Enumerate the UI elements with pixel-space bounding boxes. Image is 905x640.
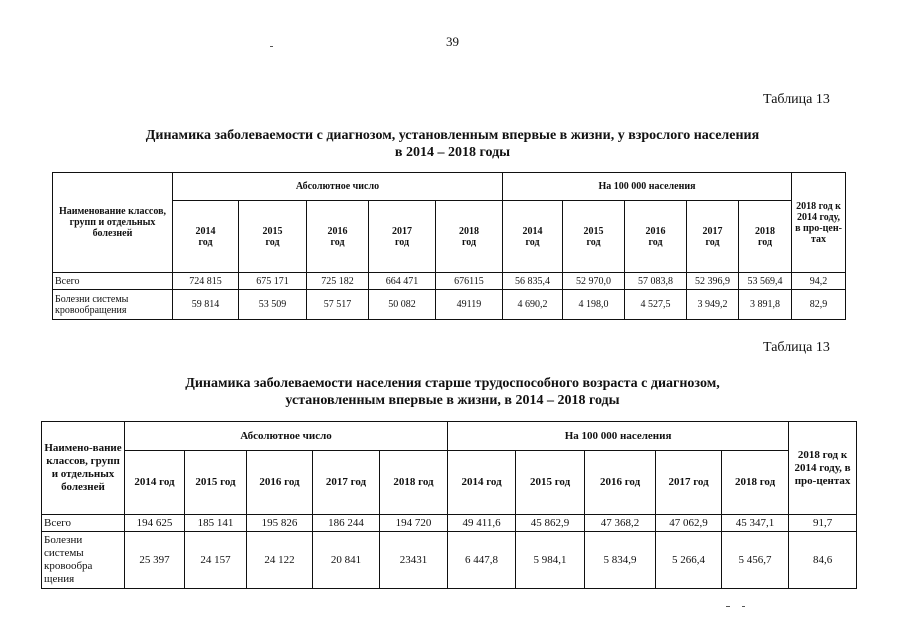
table-title — [60, 375, 845, 409]
year-unit: год — [757, 236, 773, 248]
table-row — [53, 290, 846, 320]
table-cell: 725 182 — [307, 273, 369, 290]
table-cell: 24 157 — [185, 532, 247, 589]
table-cell: 664 471 — [369, 273, 436, 290]
year-label: 2016 — [645, 225, 666, 237]
column-header-percent: 2018 год к 2014 году, в про-цен-тах — [792, 173, 846, 273]
table-cell: 25 397 — [125, 532, 185, 589]
table-title-line: установленным впервые в жизни, в 2014 – 2018 годы — [285, 393, 620, 408]
table-cell: 5 984,1 — [516, 532, 585, 589]
column-header-year: 2016 год — [585, 451, 656, 515]
column-header-year: 2017 год — [313, 451, 380, 515]
table-cell: 20 841 — [313, 532, 380, 589]
column-header-year — [436, 201, 503, 273]
table-cell: 3 949,2 — [687, 290, 739, 320]
year-label: 2018 — [459, 225, 479, 237]
table-cell: 45 862,9 — [516, 515, 585, 532]
table-cell: 94,2 — [792, 273, 846, 290]
year-label: 2017 — [392, 225, 412, 237]
year-label: 2015 — [262, 225, 283, 237]
table-cell: 52 970,0 — [563, 273, 625, 290]
row-label: Болезни системы кровообращения — [53, 290, 173, 320]
column-header-year: 2017 год — [656, 451, 722, 515]
table-row — [53, 273, 846, 290]
column-header-percent: 2018 год к 2014 году, в про-центах — [789, 422, 857, 515]
column-header-year — [239, 201, 307, 273]
year-label: 2017 — [702, 225, 723, 237]
column-header-year — [503, 201, 563, 273]
year-label: 2015 — [583, 225, 604, 237]
scan-mark — [270, 46, 273, 47]
column-group-per-100k: На 100 000 населения — [448, 422, 789, 451]
table-cell: 45 347,1 — [722, 515, 789, 532]
column-header-name: Наименование классов, групп и отдельных болезней — [53, 173, 173, 273]
table-cell: 49 411,6 — [448, 515, 516, 532]
year-unit: год — [461, 236, 477, 248]
table-cell: 53 509 — [239, 290, 307, 320]
column-header-year: 2016 год — [247, 451, 313, 515]
table-cell: 194 720 — [380, 515, 448, 532]
scan-mark — [742, 606, 745, 607]
table-cell: 47 368,2 — [585, 515, 656, 532]
table-cell: 57 083,8 — [625, 273, 687, 290]
column-header-year — [307, 201, 369, 273]
table-cell: 5 266,4 — [656, 532, 722, 589]
table-cell: 4 527,5 — [625, 290, 687, 320]
column-group-absolute: Абсолютное число — [125, 422, 448, 451]
column-header-year: 2018 год — [722, 451, 789, 515]
table-cell: 50 082 — [369, 290, 436, 320]
table-cell: 5 834,9 — [585, 532, 656, 589]
year-label: 2018 — [755, 225, 775, 237]
table-cell: 47 062,9 — [656, 515, 722, 532]
table-cell: 52 396,9 — [687, 273, 739, 290]
column-header-year — [739, 201, 792, 273]
table-cell: 724 815 — [173, 273, 239, 290]
column-header-year: 2014 год — [448, 451, 516, 515]
table-cell: 5 456,7 — [722, 532, 789, 589]
table-title-line: Динамика заболеваемости населения старше трудоспособного возраста с диагнозом, — [185, 376, 720, 391]
year-label: 2016 — [327, 225, 348, 237]
table-cell: 194 625 — [125, 515, 185, 532]
row-label: Всего — [42, 515, 125, 532]
column-group-per-100k: На 100 000 населения — [503, 173, 792, 201]
column-header-year: 2014 год — [125, 451, 185, 515]
year-unit: год — [705, 236, 720, 248]
morbidity-table-elderly — [41, 421, 857, 589]
table-cell: 24 122 — [247, 532, 313, 589]
table-cell: 675 171 — [239, 273, 307, 290]
column-header-year — [369, 201, 436, 273]
table-cell: 23431 — [380, 532, 448, 589]
table-cell: 53 569,4 — [739, 273, 792, 290]
table-cell: 6 447,8 — [448, 532, 516, 589]
table-cell: 59 814 — [173, 290, 239, 320]
column-header-year — [687, 201, 739, 273]
table-row — [42, 515, 857, 532]
column-header-year: 2015 год — [185, 451, 247, 515]
table-title-line: в 2014 – 2018 годы — [394, 145, 511, 160]
table-cell: 4 198,0 — [563, 290, 625, 320]
year-unit: год — [648, 236, 663, 248]
table-title — [60, 127, 845, 161]
scan-mark — [726, 606, 730, 607]
year-unit: год — [330, 236, 345, 248]
page-number: 39 — [446, 34, 459, 49]
year-label: 2014 — [195, 225, 216, 237]
morbidity-table-adults — [52, 172, 846, 320]
table-cell: 3 891,8 — [739, 290, 792, 320]
year-unit: год — [265, 236, 280, 248]
table-cell: 49119 — [436, 290, 503, 320]
table-cell: 82,9 — [792, 290, 846, 320]
row-label: Болезни системы кровообра щения — [42, 532, 125, 589]
column-header-year — [625, 201, 687, 273]
table-cell: 4 690,2 — [503, 290, 563, 320]
year-unit: год — [525, 236, 540, 248]
table-cell: 84,6 — [789, 532, 857, 589]
table-cell: 185 141 — [185, 515, 247, 532]
column-header-year — [173, 201, 239, 273]
table-caption: Таблица 13 — [763, 92, 830, 107]
table-cell: 186 244 — [313, 515, 380, 532]
year-unit: год — [198, 236, 213, 248]
column-header-year — [563, 201, 625, 273]
table-title-line: Динамика заболеваемости с диагнозом, установленным впервые в жизни, у взрослого населения — [145, 128, 760, 143]
table-caption: Таблица 13 — [763, 340, 830, 355]
column-header-year: 2015 год — [516, 451, 585, 515]
table-cell: 56 835,4 — [503, 273, 563, 290]
table-row — [42, 532, 857, 589]
table-cell: 195 826 — [247, 515, 313, 532]
table-cell: 91,7 — [789, 515, 857, 532]
year-unit: год — [394, 236, 410, 248]
table-cell: 57 517 — [307, 290, 369, 320]
year-unit: год — [586, 236, 601, 248]
column-header-name: Наимено-вание классов, групп и отдельных болезней — [42, 422, 125, 515]
table-cell: 676115 — [436, 273, 503, 290]
row-label: Всего — [53, 273, 173, 290]
year-label: 2014 — [522, 225, 543, 237]
column-group-absolute: Абсолютное число — [173, 173, 503, 201]
column-header-year: 2018 год — [380, 451, 448, 515]
